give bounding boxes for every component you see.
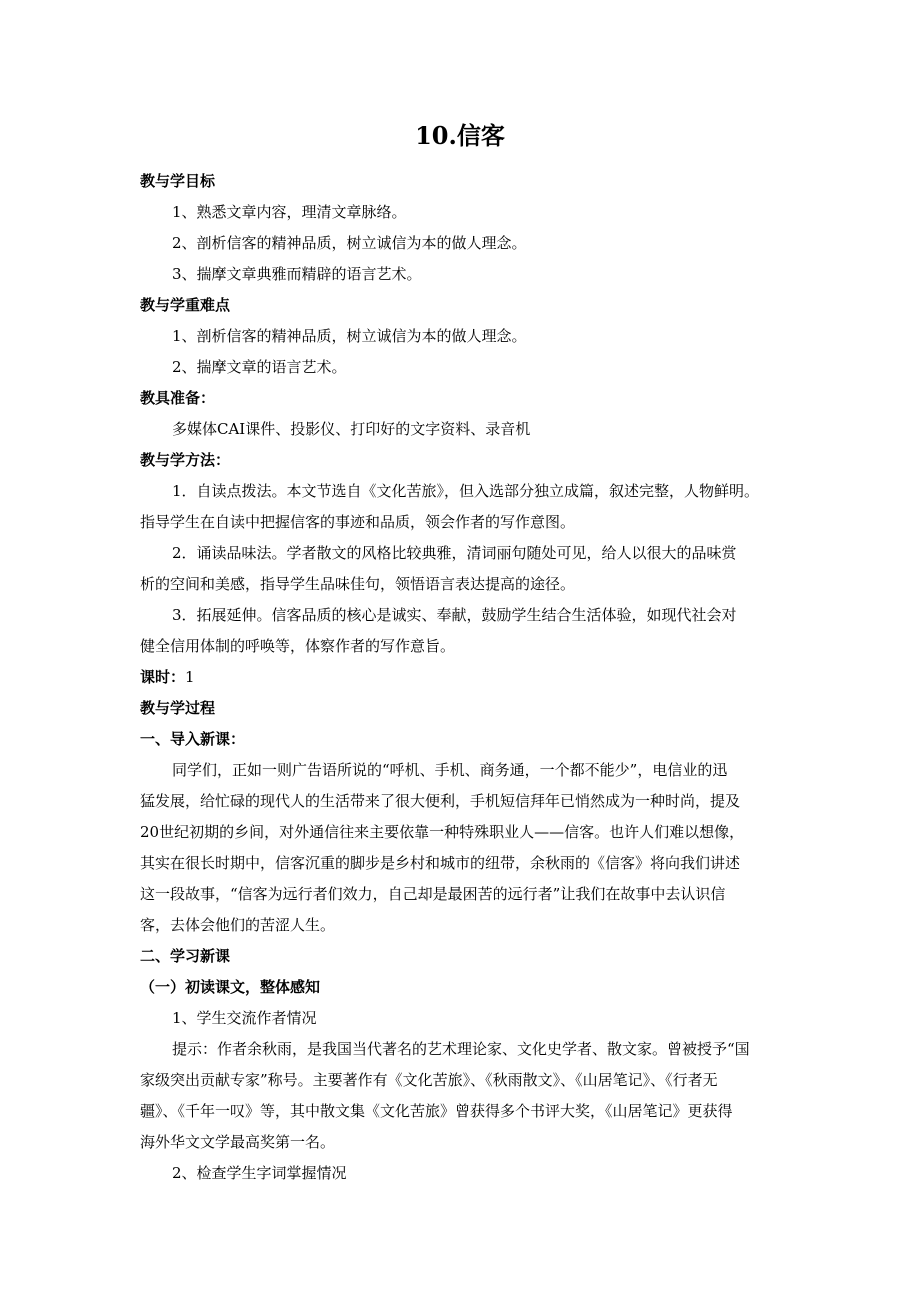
intro-heading: 一、导入新课： [140,730,246,748]
materials-text: 多媒体CAI课件、投影仪、打印好的文字资料、录音机 [172,420,531,438]
step-item: 1、学生交流作者情况 [172,1009,317,1027]
hint-line: 提示：作者余秋雨，是我国当代著名的艺术理论家、文化史学者、散文家。曾被授予“国 [172,1040,750,1058]
document-title: 10.信客 [415,121,505,150]
objective-item: 1、熟悉文章内容，理清文章脉络。 [172,203,407,221]
method-line: 析的空间和美感，指导学生品味佳句，领悟语言表达提高的途径。 [140,575,576,593]
intro-line: 其实在很长时期中，信客沉重的脚步是乡村和城市的纽带，余秋雨的《信客》将向我们讲述 [140,854,741,872]
period-row [140,666,804,688]
sub-section-heading: （一）初读课文，整体感知 [140,978,321,996]
hint-line: 海外华文文学最高奖第一名。 [140,1133,336,1151]
objective-item: 3、揣摩文章典雅而精辟的语言艺术。 [172,265,422,283]
step-item: 2、检查学生字词掌握情况 [172,1164,347,1182]
hint-line: 家级突出贡献专家”称号。主要著作有《文化苦旅》、《秋雨散文》、《山居笔记》、《行者无 [140,1071,718,1089]
methods-heading: 教与学方法： [140,451,231,469]
objectives-heading: 教与学目标 [140,172,216,190]
method-line: 1．自读点拨法。本文节选自《文化苦旅》，但入选部分独立成篇，叙述完整，人物鲜明。 [172,482,760,500]
key-point-item: 2、揣摩文章的语言艺术。 [172,358,347,376]
intro-line: 这一段故事，“信客为远行者们效力，自己却是最困苦的远行者”让我们在故事中去认识信 [140,885,726,903]
new-lesson-heading: 二、学习新课 [140,947,231,965]
method-line: 健全信用体制的呼唤等，体察作者的写作意旨。 [140,637,456,655]
method-line: 指导学生在自读中把握信客的事迹和品质，领会作者的写作意图。 [140,513,576,531]
materials-heading: 教具准备： [140,389,216,407]
intro-line: 20世纪初期的乡间，对外通信往来主要依靠一种特殊职业人——信客。也许人们难以想像， [140,823,745,841]
key-point-item: 1、剖析信客的精神品质，树立诚信为本的做人理念。 [172,327,527,345]
period-value: 1 [185,668,195,686]
key-points-heading: 教与学重难点 [140,296,231,314]
method-line: 3．拓展延伸。信客品质的核心是诚实、奉献，鼓励学生结合生活体验，如现代社会对 [172,606,737,624]
intro-line: 猛发展，给忙碌的现代人的生活带来了很大便利，手机短信拜年已悄然成为一种时尚，提及 [140,792,741,810]
process-heading: 教与学过程 [140,699,216,717]
period-label: 课时： [140,668,186,686]
hint-line: 疆》、《千年一叹》等，其中散文集《文化苦旅》曾获得多个书评大奖，《山居笔记》更获得 [140,1102,733,1120]
method-line: 2．诵读品味法。学者散文的风格比较典雅，清词丽句随处可见，给人以很大的品味赏 [172,544,737,562]
intro-line: 同学们，正如一则广告语所说的“呼机、手机、商务通，一个都不能少”，电信业的迅 [172,761,728,779]
intro-line: 客，去体会他们的苦涩人生。 [140,916,336,934]
objective-item: 2、剖析信客的精神品质，树立诚信为本的做人理念。 [172,234,527,252]
